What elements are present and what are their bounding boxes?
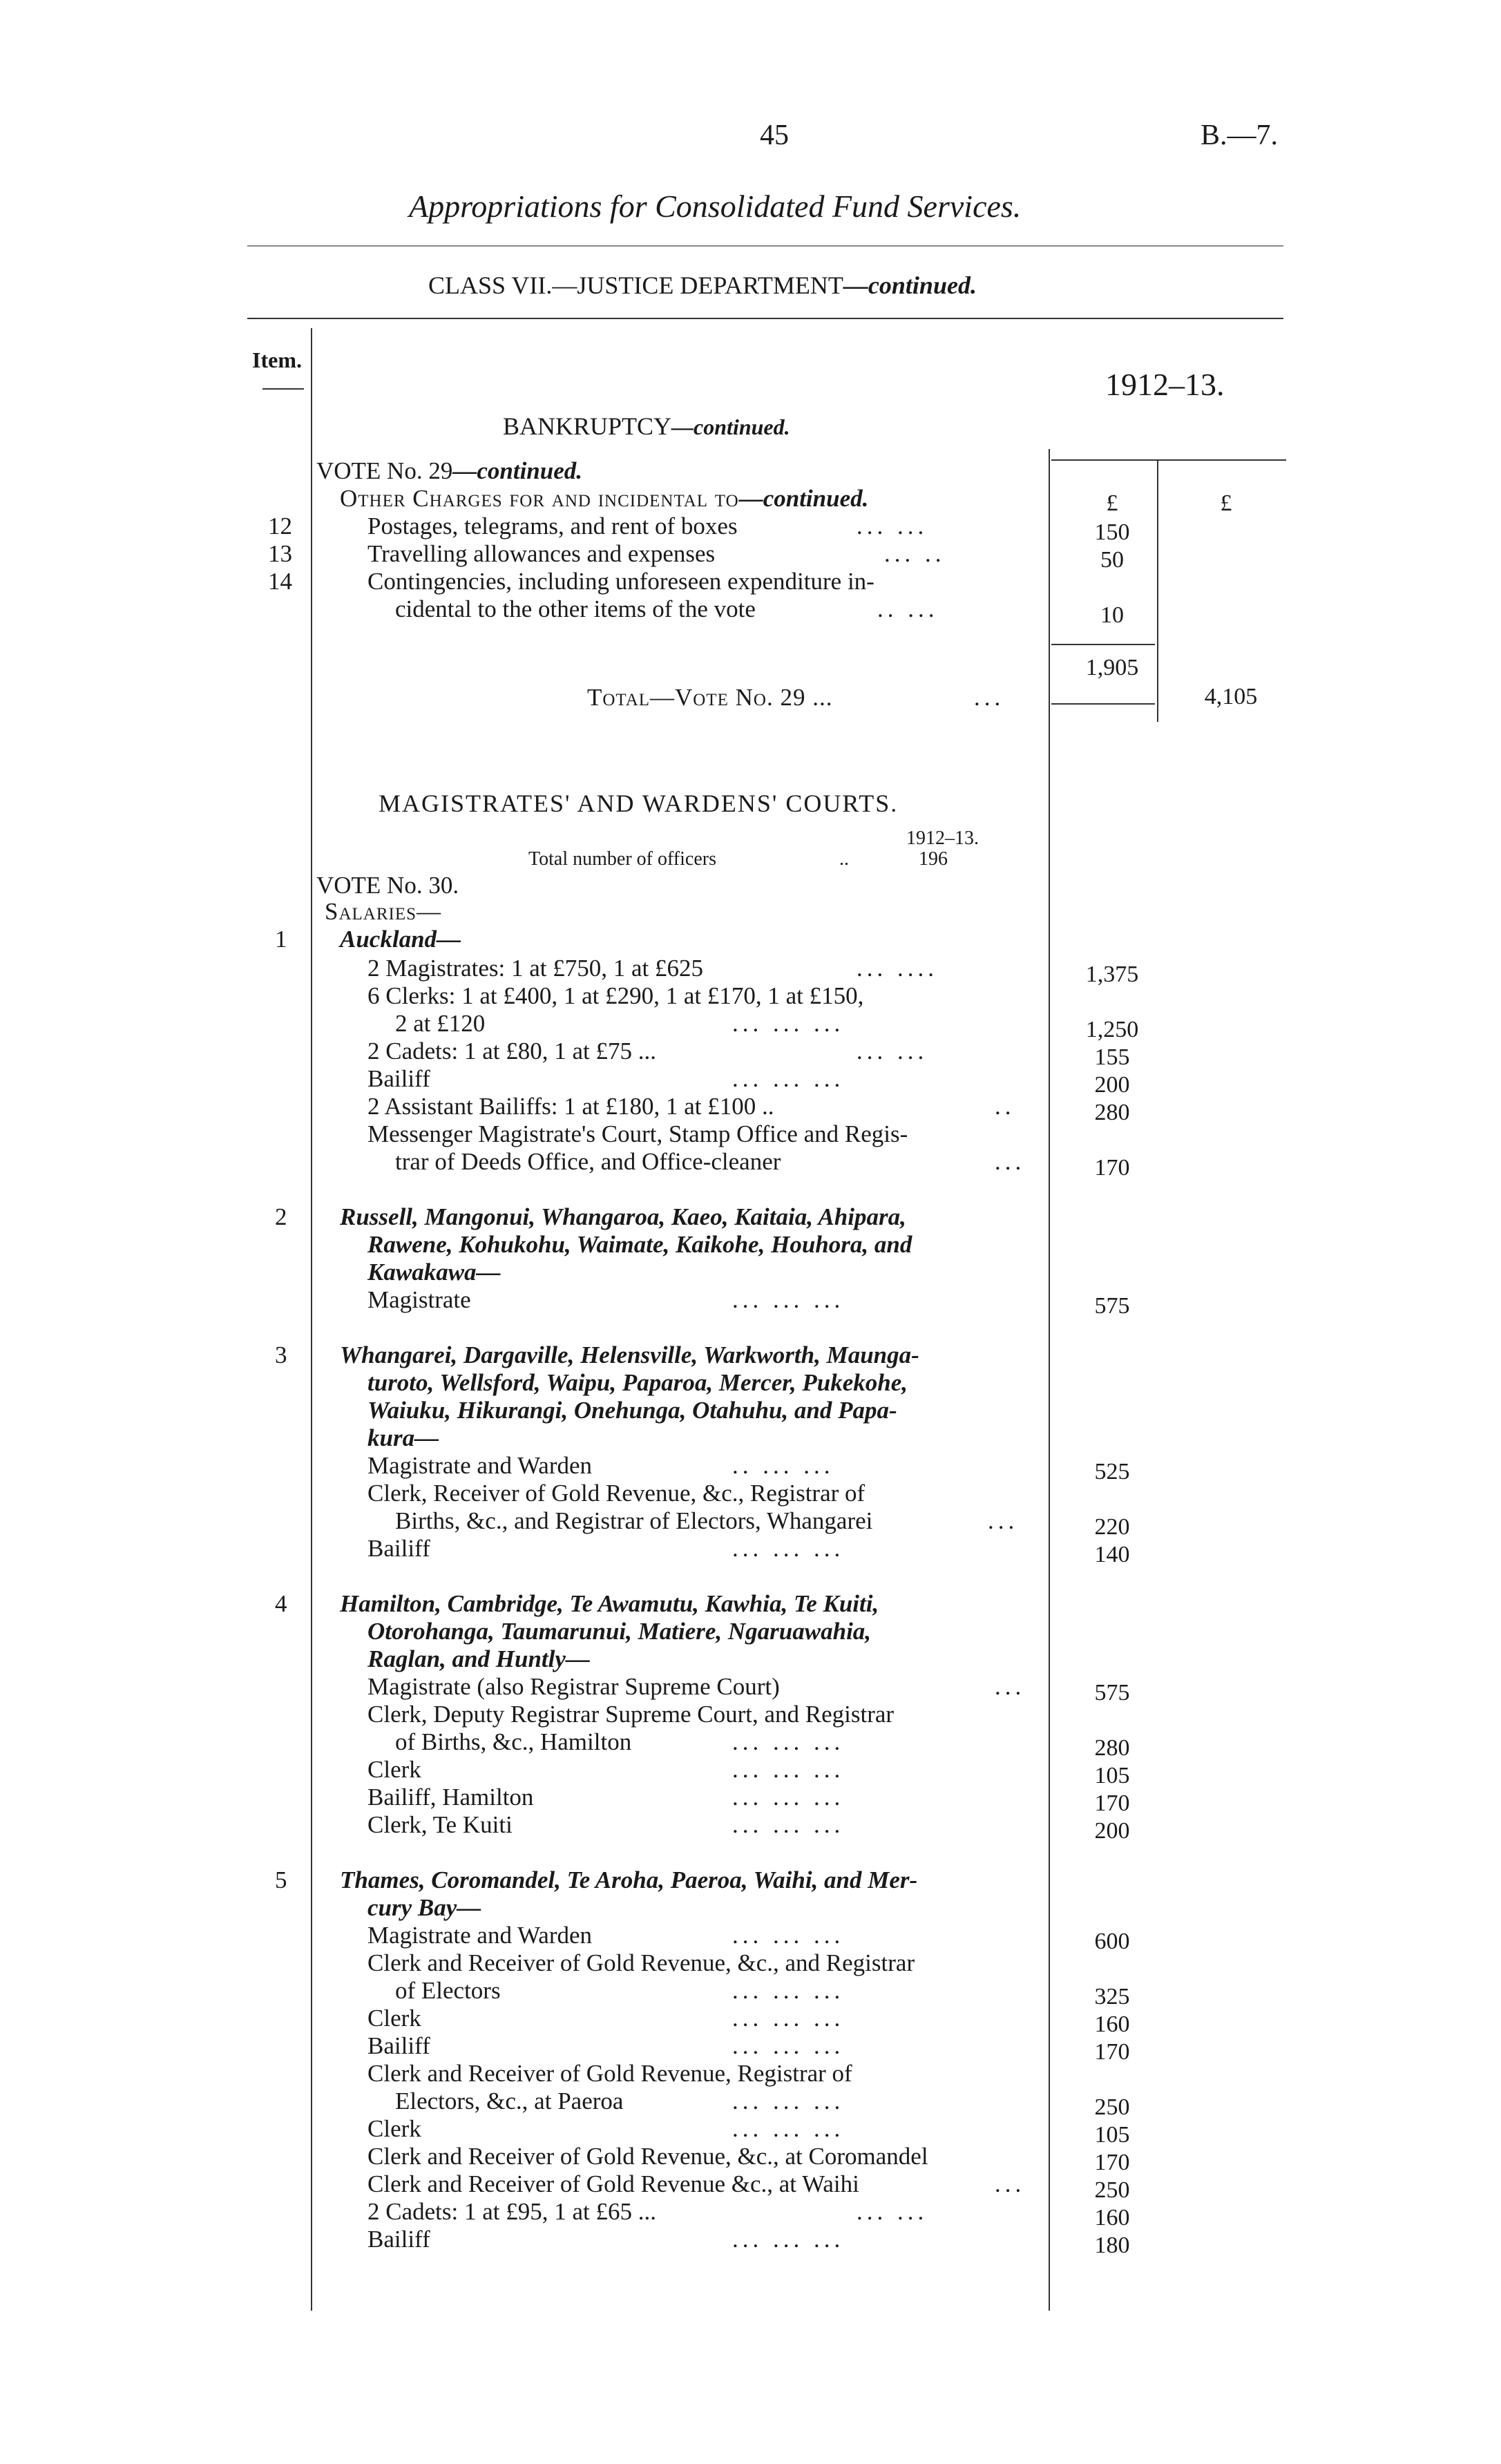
item-number: 2 <box>275 1203 287 1230</box>
place-names: Thames, Coromandel, Te Aroha, Paeroa, Waihi, and Mer- <box>340 1866 918 1893</box>
line-item-text: Clerk and Receiver of Gold Revenue, &c., and Registrar <box>367 1949 915 1976</box>
line-item-text: Clerk, Te Kuiti <box>367 1811 513 1838</box>
line-item-text-cont: of Births, &c., Hamilton <box>395 1728 632 1755</box>
officers-count: 196 <box>919 848 948 870</box>
amount-left-divider <box>1049 449 1050 2311</box>
place-names: Rawene, Kohukohu, Waimate, Kaikohe, Houhora, and <box>367 1231 912 1258</box>
amount: 575 <box>1094 1293 1130 1319</box>
place-names: kura— <box>367 1424 439 1451</box>
leader-dots: ... ... ... <box>732 2005 845 2032</box>
leader-dots: .. <box>995 1093 1015 1120</box>
amount: 170 <box>1094 2039 1130 2065</box>
line-item-text: Bailiff, Hamilton <box>367 1784 534 1811</box>
line-item-text: Bailiff <box>367 1535 430 1562</box>
amount: 170 <box>1094 1155 1130 1181</box>
amount: 170 <box>1094 2150 1130 2175</box>
line-item-text: Postages, telegrams, and rent of boxes <box>367 513 738 539</box>
pound-sign-2: £ <box>1220 490 1232 516</box>
amount: 105 <box>1094 1763 1130 1788</box>
line-item-text: Clerk, Deputy Registrar Supreme Court, and Registrar <box>367 1701 895 1728</box>
leader-dots: .. ... <box>877 595 939 622</box>
amount: 155 <box>1094 1044 1130 1070</box>
amount: 170 <box>1094 1790 1130 1816</box>
item-number: 14 <box>268 568 292 595</box>
line-item-text: Messenger Magistrate's Court, Stamp Office and Regis- <box>367 1120 908 1147</box>
leader-dots: ... ... ... <box>732 1922 845 1949</box>
subtotal: 1,905 <box>1085 655 1139 680</box>
vote-29-total: 4,105 <box>1204 684 1258 709</box>
leader-dots: ... ... ... <box>732 1535 845 1562</box>
amount: 250 <box>1094 2094 1130 2120</box>
line-item-text: Travelling allowances and expenses <box>367 540 716 567</box>
line-item-text-cont: of Electors <box>395 1977 501 2004</box>
item-number: 13 <box>268 540 292 567</box>
line-item-text: Magistrate and Warden <box>367 1922 593 1949</box>
leader-dots: ... <box>988 1507 1019 1534</box>
line-item-text: Bailiff <box>367 2032 430 2059</box>
amount: 220 <box>1094 1514 1130 1540</box>
line-item-text: Clerk and Receiver of Gold Revenue, &c., at Coromandel <box>367 2143 928 2170</box>
officers-year: 1912–13. <box>906 828 979 849</box>
item-number: 4 <box>275 1590 287 1617</box>
leader-dots: ... ... ... <box>732 1065 845 1092</box>
amount: 575 <box>1094 1680 1130 1706</box>
amount: 150 <box>1094 519 1130 545</box>
line-item-text: 6 Clerks: 1 at £400, 1 at £290, 1 at £170, 1 at £150, <box>367 982 864 1009</box>
item-number: 12 <box>268 513 292 539</box>
pound-sign-1: £ <box>1106 490 1118 516</box>
line-item-text: Bailiff <box>367 2226 430 2253</box>
line-item-text: Magistrate (also Registrar Supreme Court) <box>367 1673 780 1700</box>
leader-dots: .. <box>839 848 849 870</box>
year-column-header: 1912–13. <box>1105 367 1225 402</box>
leader-dots: ... ... ... <box>732 1756 845 1783</box>
line-item-text-cont: 2 at £120 <box>395 1010 486 1037</box>
total-vote-29-label: Total—Vote No. 29 ... <box>587 684 833 711</box>
leader-dots: .. ... ... <box>732 1452 834 1479</box>
place-names: Waiuku, Hikurangi, Onehunga, Otahuhu, and Papa- <box>367 1397 897 1424</box>
item-header-rule <box>262 388 304 390</box>
place-names: Otorohanga, Taumarunui, Matiere, Ngaruawahia, <box>367 1618 872 1645</box>
vote-29: VOTE No. 29 <box>316 457 453 484</box>
leader-dots: ... ... <box>857 2198 928 2225</box>
amount: 160 <box>1094 2205 1130 2231</box>
leader-dots: ... ... ... <box>732 1728 845 1755</box>
amount: 200 <box>1094 1072 1130 1098</box>
line-item-text-cont: cidental to the other items of the vote <box>395 595 756 622</box>
leader-dots: ... ... ... <box>732 1811 845 1838</box>
bankruptcy-heading-cont: —continued. <box>671 414 790 439</box>
amount: 200 <box>1094 1818 1130 1844</box>
line-item-text: 2 Cadets: 1 at £95, 1 at £65 ... <box>367 2198 657 2225</box>
amount: 160 <box>1094 2012 1130 2037</box>
amount: 140 <box>1094 1542 1130 1567</box>
leader-dots: ... <box>995 2170 1026 2197</box>
leader-dots: ... ... ... <box>732 1010 845 1037</box>
other-charges: Other Charges for and incidental to <box>340 485 739 512</box>
top-rule <box>247 318 1283 319</box>
vote-29-cont: —continued. <box>452 457 583 484</box>
subtotal-rule <box>1051 644 1155 645</box>
leader-dots: ... ... <box>857 513 928 539</box>
amount: 1,250 <box>1085 1017 1139 1042</box>
place-names: Auckland— <box>340 926 461 953</box>
leader-dots: ... .... <box>857 955 938 982</box>
bankruptcy-heading <box>503 412 790 441</box>
item-number: 3 <box>275 1341 287 1368</box>
officers-label: Total number of officers <box>528 848 716 870</box>
amount: 1,375 <box>1085 962 1139 987</box>
place-names: Russell, Mangonui, Whangaroa, Kaeo, Kaitaia, Ahipara, <box>340 1203 906 1230</box>
vote-30: VOTE No. 30. <box>316 872 459 899</box>
vote-29-line <box>316 457 582 485</box>
line-item-text: Clerk <box>367 2005 421 2032</box>
line-item-text: Contingencies, including unforeseen expenditure in- <box>367 568 874 595</box>
place-names: cury Bay— <box>367 1894 481 1921</box>
amount: 180 <box>1094 2233 1130 2258</box>
leader-dots: ... ... <box>857 1038 928 1064</box>
leader-dots: ... .. <box>884 540 946 567</box>
line-item-text: Clerk <box>367 2115 421 2142</box>
line-item-text-cont: Births, &c., and Registrar of Electors, Whangarei <box>395 1507 873 1534</box>
leader-dots: ... ... ... <box>732 2088 845 2114</box>
leader-dots: ... <box>995 1148 1026 1175</box>
leader-dots: ... <box>974 684 1005 711</box>
bankruptcy-heading-text: BANKRUPTCY <box>503 412 672 440</box>
line-item-text: 2 Assistant Bailiffs: 1 at £180, 1 at £100 .. <box>367 1093 774 1120</box>
amount: 325 <box>1094 1984 1130 2009</box>
leader-dots: ... ... ... <box>732 2032 845 2059</box>
line-item-text-cont: trar of Deeds Office, and Office-cleaner <box>395 1148 781 1175</box>
salaries-heading: Salaries— <box>325 898 442 925</box>
place-names: Raglan, and Huntly— <box>367 1645 590 1672</box>
amount: 50 <box>1100 547 1124 573</box>
year-header-rule <box>1051 459 1286 461</box>
leader-dots: ... ... ... <box>732 2115 845 2142</box>
line-item-text: Magistrate <box>367 1286 471 1313</box>
line-item-text: Clerk and Receiver of Gold Revenue &c., at Waihi <box>367 2170 859 2197</box>
leader-dots: ... ... ... <box>732 1286 845 1313</box>
amount: 525 <box>1094 1459 1130 1484</box>
item-number: 1 <box>275 926 287 953</box>
amount: 10 <box>1100 602 1124 628</box>
page-title: Appropriations for Consolidated Fund Services. <box>409 189 1022 224</box>
leader-dots: ... ... ... <box>732 1784 845 1811</box>
place-names: Whangarei, Dargaville, Helensville, Warkworth, Maunga- <box>340 1341 919 1368</box>
magistrates-heading: MAGISTRATES' AND WARDENS' COURTS. <box>379 790 899 817</box>
leader-dots: ... <box>995 1673 1026 1700</box>
item-column-header: Item. <box>252 347 302 372</box>
other-charges-line <box>340 485 868 513</box>
line-item-text: Bailiff <box>367 1065 430 1092</box>
line-item-text: 2 Magistrates: 1 at £750, 1 at £625 <box>367 955 704 982</box>
amount: 280 <box>1094 1100 1130 1125</box>
place-names: turoto, Wellsford, Waipu, Paparoa, Mercer, Pukekohe, <box>367 1369 908 1396</box>
subtotal-underline <box>1051 703 1155 705</box>
line-item-text: Clerk and Receiver of Gold Revenue, Registrar of <box>367 2060 852 2087</box>
title-rule <box>247 245 1283 247</box>
other-charges-cont: —continued. <box>738 485 869 512</box>
amount: 280 <box>1094 1735 1130 1761</box>
amount: 105 <box>1094 2122 1130 2148</box>
page-number: 45 <box>760 120 789 151</box>
line-item-text: Magistrate and Warden <box>367 1452 593 1479</box>
line-item-text: Clerk <box>367 1756 421 1783</box>
item-column-divider <box>311 328 312 2311</box>
class-cont: —continued. <box>843 271 977 299</box>
class-heading <box>428 271 977 300</box>
item-number: 5 <box>275 1866 287 1893</box>
line-item-text: Clerk, Receiver of Gold Revenue, &c., Registrar of <box>367 1480 866 1507</box>
class-line: CLASS VII.—JUSTICE DEPARTMENT <box>428 271 843 299</box>
leader-dots: ... ... ... <box>732 2226 845 2253</box>
amount: 600 <box>1094 1929 1130 1954</box>
amount: 250 <box>1094 2177 1130 2203</box>
doc-code: B.—7. <box>1201 120 1279 151</box>
line-item-text-cont: Electors, &c., at Paeroa <box>395 2088 624 2114</box>
place-names: Kawakawa— <box>367 1259 501 1286</box>
place-names: Hamilton, Cambridge, Te Awamutu, Kawhia, Te Kuiti, <box>340 1590 879 1617</box>
leader-dots: ... ... ... <box>732 1977 845 2004</box>
line-item-text: 2 Cadets: 1 at £80, 1 at £75 ... <box>367 1038 657 1064</box>
